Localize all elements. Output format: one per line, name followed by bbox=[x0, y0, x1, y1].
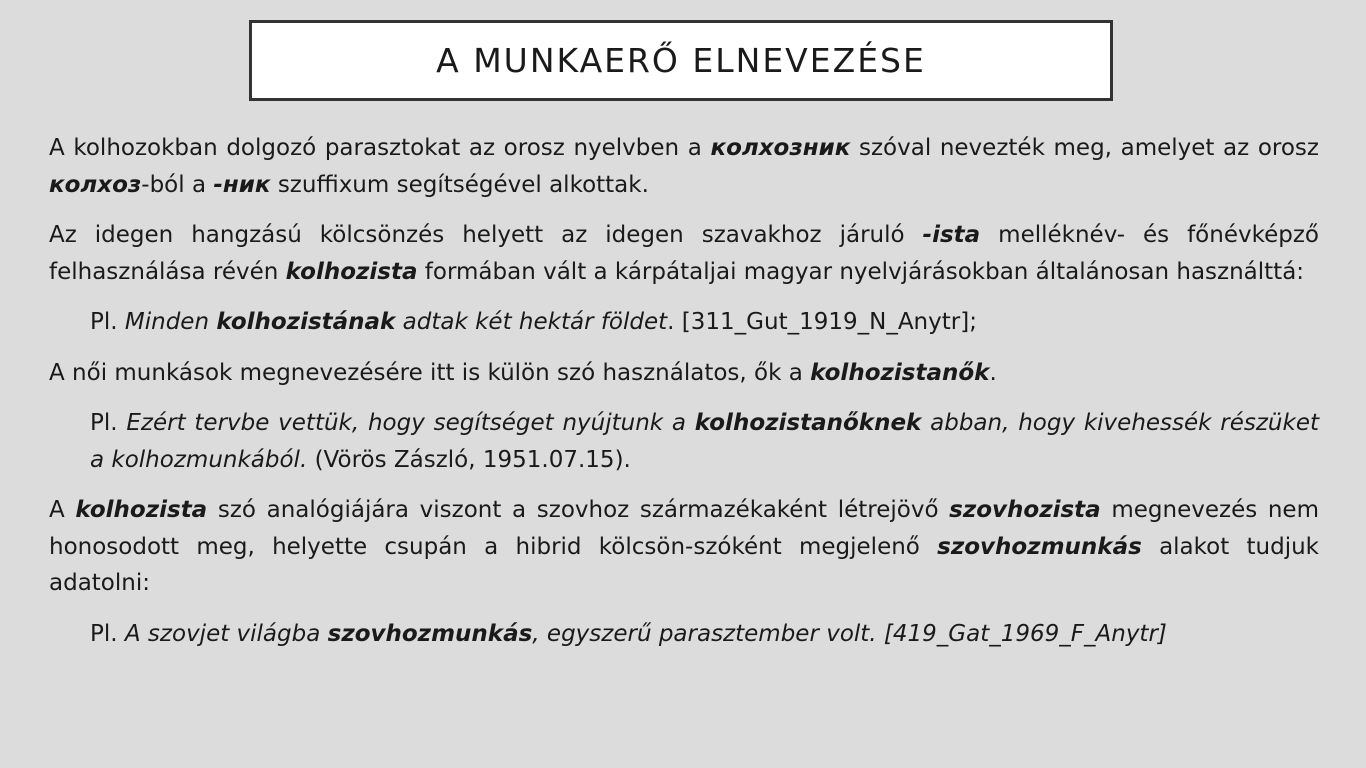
term-szovhozista: szovhozista bbox=[949, 497, 1101, 523]
example-2 bbox=[49, 405, 1319, 478]
text: Az idegen hangzású kölcsönzés helyett az idegen szavakhoz járuló bbox=[49, 222, 923, 248]
term-szovhozmunkas: szovhozmunkás bbox=[327, 620, 533, 647]
example-text: Minden bbox=[124, 309, 217, 335]
example-source: (Vörös Zászló, 1951.07.15). bbox=[307, 446, 631, 473]
text: -ból a bbox=[141, 171, 214, 198]
text: A női munkások megnevezésére itt is külön szó használatos, ők a bbox=[49, 359, 811, 386]
term-kolhozista: kolhozista bbox=[75, 497, 208, 523]
example-prefix: Pl. bbox=[90, 309, 125, 335]
text: A kolhozokban dolgozó parasztokat az orosz nyelvben a bbox=[49, 135, 711, 161]
paragraph-4 bbox=[49, 492, 1319, 602]
text: szó analógiájára viszont a szovhoz származékaként létrejövő bbox=[207, 497, 950, 523]
slide-content bbox=[49, 130, 1319, 652]
example-text: adtak két hektár földet bbox=[395, 309, 668, 335]
text: formában vált a kárpátaljai magyar nyelvjárásokban általánosan használttá: bbox=[417, 258, 1305, 285]
term-kolhoznik: колхозник bbox=[710, 135, 851, 161]
example-3 bbox=[49, 616, 1319, 653]
example-text: Ezért tervbe vettük, hogy segítséget nyújtunk a bbox=[126, 410, 695, 436]
paragraph-1 bbox=[49, 130, 1319, 203]
term-ista: -ista bbox=[922, 222, 981, 248]
term-szovhozmunkas: szovhozmunkás bbox=[937, 533, 1142, 560]
example-1 bbox=[49, 304, 1319, 341]
paragraph-2 bbox=[49, 217, 1319, 290]
text: A bbox=[49, 497, 76, 523]
example-text: A szovjet világba bbox=[124, 620, 328, 647]
paragraph-3 bbox=[49, 355, 1319, 392]
title-box bbox=[249, 20, 1113, 101]
term-kolhozista: kolhozista bbox=[285, 258, 418, 285]
text: alakot tudjuk adatolni: bbox=[49, 533, 1319, 596]
slide-title: A MUNKAERŐ ELNEVEZÉSE bbox=[436, 41, 926, 80]
term-kolhoz: колхоз bbox=[49, 171, 142, 198]
text: szóval nevezték meg, amelyet az orosz bbox=[850, 135, 1319, 161]
example-text: , egyszerű parasztember volt. [419_Gat_1969_F_Anytr] bbox=[532, 620, 1167, 647]
term-kolhozistanoknek: kolhozistanőknek bbox=[694, 410, 922, 436]
text: . bbox=[989, 359, 997, 386]
example-prefix: Pl. bbox=[90, 410, 127, 436]
example-source: . [311_Gut_1919_N_Anytr]; bbox=[667, 309, 977, 335]
text: melléknév- és főnévképző felhasználása révén bbox=[49, 222, 1319, 285]
term-kolhozistanak: kolhozistának bbox=[216, 309, 396, 335]
term-kolhozistanok: kolhozistanők bbox=[810, 359, 990, 386]
text: megnevezés nem honosodott meg, helyette csupán a hibrid kölcsön-szóként megjelenő bbox=[49, 497, 1319, 560]
example-text: abban, hogy kivehessék részüket a kolhozmunkából. bbox=[90, 410, 1320, 473]
text: szuffixum segítségével alkottak. bbox=[270, 171, 649, 198]
example-prefix: Pl. bbox=[90, 620, 125, 647]
term-suffix-nik: -ник bbox=[213, 171, 271, 198]
